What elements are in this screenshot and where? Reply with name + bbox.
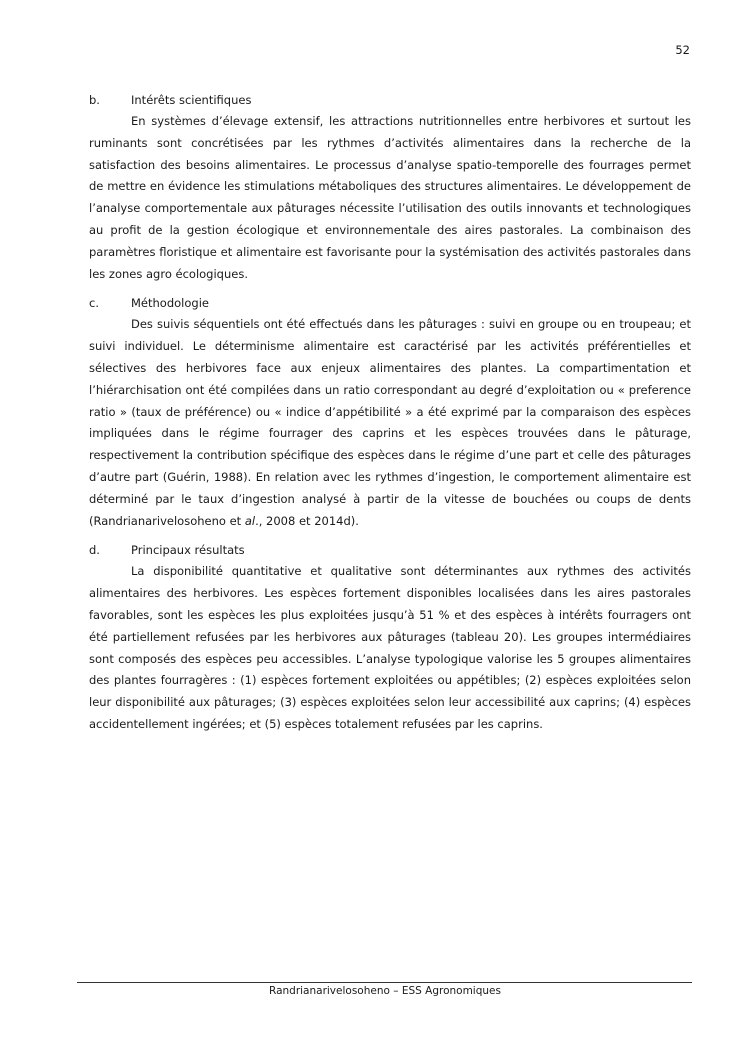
section-interets-scientifiques (89, 89, 691, 285)
section-methodologie (89, 292, 691, 532)
section-heading (89, 539, 691, 561)
section-title: Principaux résultats (131, 543, 245, 558)
section-letter: c. (89, 296, 99, 311)
section-title: Méthodologie (131, 296, 209, 311)
section-principaux-resultats (89, 539, 691, 735)
footer-divider (77, 982, 692, 983)
page-number: 52 (675, 43, 690, 57)
paragraph-text: ., 2008 et 2014d). (255, 513, 359, 528)
section-heading (89, 89, 691, 111)
section-letter: d. (89, 543, 100, 558)
paragraph-text: Des suivis séquentiels ont été effectués dans les pâturages : suivi en groupe ou en troupeau; et suivi individuel. Le déterminisme alimentaire est caractérisé par les activités préférentielles et sélectives des herbivores face aux enjeux alimentaires des plantes. La compartimentation et l’hiérarchisation ont été compilées dans un ratio correspondant au degré d’exploitation ou « preference ratio » (taux de préférence) ou « indice d’appétibilité » a été exprimé par la comparaison des espèces impliquées dans le régime fourrager des caprins et les espèces trouvées dans le pâturage, respectivement la contribution spécifique des espèces dans le régime d’une part et celle des pâturages d’autre part (Guérin, 1988). En relation avec les rythmes d’ingestion, le comportement alimentaire est déterminé par le taux d’ingestion analysé à partir de la vitesse de bouchées ou coups de dents (Randrianarivelosoheno et (89, 317, 691, 528)
italic-citation-text: al (244, 513, 256, 528)
section-letter: b. (89, 93, 100, 107)
document-body (89, 89, 691, 743)
section-paragraph (89, 314, 691, 532)
section-paragraph: En systèmes d’élevage extensif, les attractions nutritionnelles entre herbivores et surtout les ruminants sont concrétisées par les rythmes d’activités alimentaires dans la recherche de la satisfaction des besoins alimentaires. Le processus d’analyse spatio-temporelle des fourrages permet de mettre en évidence les stimulations métaboliques des structures alimentaires. Le développement de l’analyse comportementale aux pâturages nécessite l’utilisation des outils innovants et technologiques au profit de la gestion écologique et environnementale des aires pastorales. La combinaison des paramètres floristique et alimentaire est favorisante pour la systémisation des activités pastorales dans les zones agro écologiques. (89, 114, 691, 281)
page-footer: Randrianarivelosoheno – ESS Agronomiques (269, 985, 501, 997)
section-heading (89, 292, 691, 314)
section-paragraph: La disponibilité quantitative et qualitative sont déterminantes aux rythmes des activités alimentaires des herbivores. Les espèces fortement disponibles localisées dans les aires pastorales favorables, sont les espèces les plus exploitées jusqu’à 51 % et des espèces à intérêts fourragers ont été partiellement refusées par les herbivores aux pâturages (tableau 20). Les groupes intermédiaires sont composés des espèces peu accessibles. L’analyse typologique valorise les 5 groupes alimentaires des plantes fourragères : (1) espèces fortement exploitées ou appétibles; (2) espèces exploitées selon leur disponibilité aux pâturages; (3) espèces exploitées selon leur accessibilité aux caprins; (4) espèces accidentellement ingérées; et (5) espèces totalement refusées par les caprins. (89, 564, 691, 731)
section-title: Intérêts scientifiques (131, 93, 252, 107)
